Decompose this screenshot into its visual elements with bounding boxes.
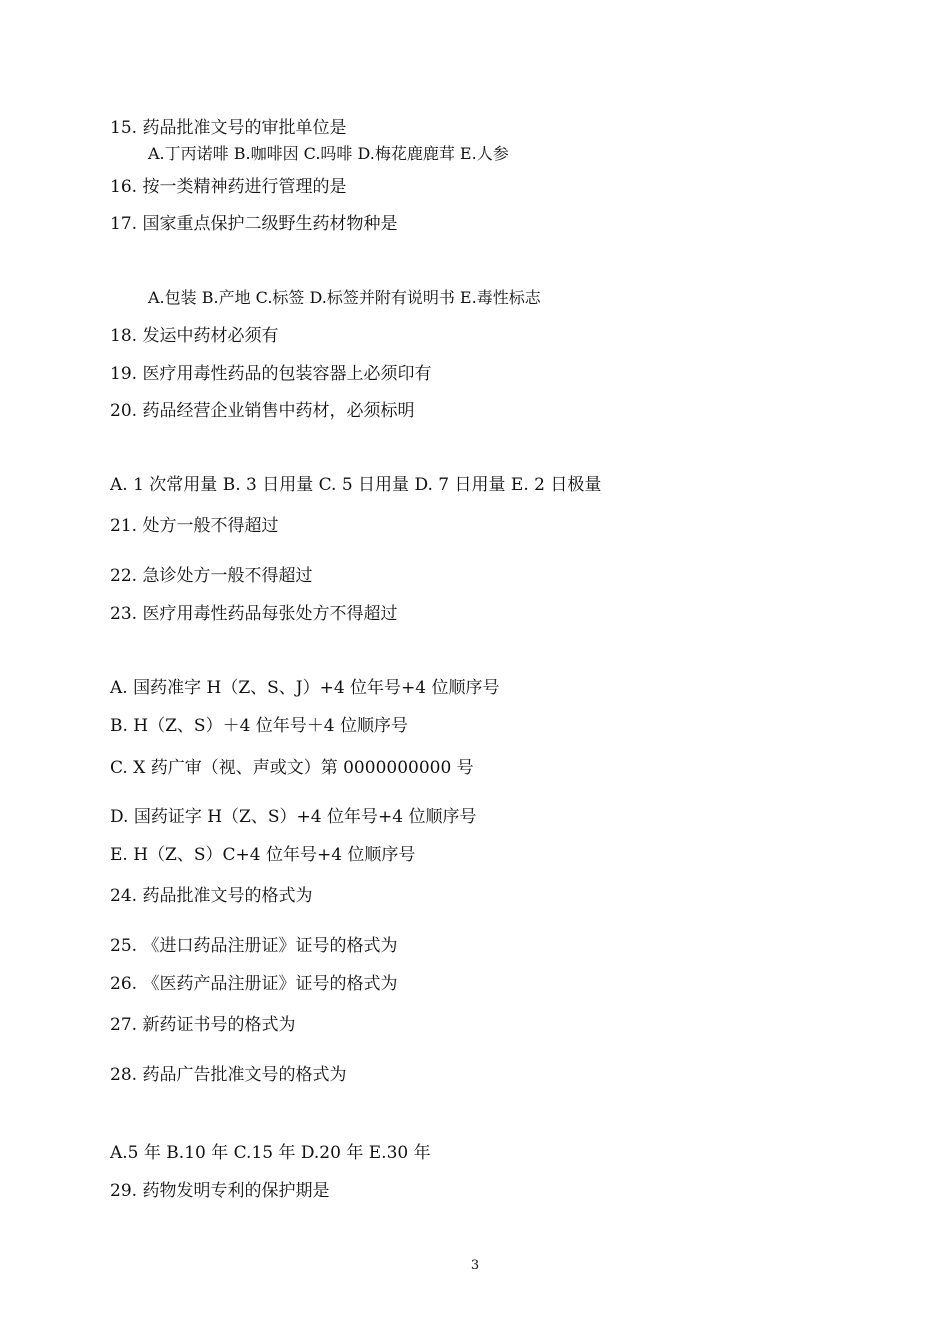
- question-28: 28. 药品广告批准文号的格式为: [110, 1065, 347, 1085]
- question-24: 24. 药品批准文号的格式为: [110, 886, 313, 906]
- question-27: 27. 新药证书号的格式为: [110, 1015, 296, 1035]
- options-15-17: A.丁丙诺啡 B.咖啡因 C.吗啡 D.梅花鹿鹿茸 E.人参: [148, 144, 509, 163]
- question-16: 16. 按一类精神药进行管理的是: [110, 177, 347, 197]
- question-20: 20. 药品经营企业销售中药材，必须标明: [110, 401, 415, 421]
- question-15: 15. 药品批准文号的审批单位是: [110, 118, 347, 138]
- question-25: 25. 《进口药品注册证》证号的格式为: [110, 936, 398, 956]
- question-18: 18. 发运中药材必须有: [110, 326, 279, 346]
- options-29: A.5 年 B.10 年 C.15 年 D.20 年 E.30 年: [110, 1143, 431, 1163]
- page-number: 3: [470, 1258, 480, 1273]
- question-17: 17. 国家重点保护二级野生药材物种是: [110, 214, 398, 234]
- option-d-24-28: D. 国药证字 H（Z、S）+4 位年号+4 位顺序号: [110, 807, 477, 827]
- question-26: 26. 《医药产品注册证》证号的格式为: [110, 974, 398, 994]
- options-18-20: A.包装 B.产地 C.标签 D.标签并附有说明书 E.毒性标志: [148, 288, 541, 307]
- question-29: 29. 药物发明专利的保护期是: [110, 1181, 330, 1201]
- option-a-24-28: A. 国药准字 H（Z、S、J）+4 位年号+4 位顺序号: [110, 678, 500, 698]
- options-21-23: A. 1 次常用量 B. 3 日用量 C. 5 日用量 D. 7 日用量 E. 2 日极量: [110, 475, 602, 495]
- option-e-24-28: E. H（Z、S）C+4 位年号+4 位顺序号: [110, 845, 416, 865]
- question-19: 19. 医疗用毒性药品的包装容器上必须印有: [110, 364, 432, 384]
- question-23: 23. 医疗用毒性药品每张处方不得超过: [110, 604, 398, 624]
- option-b-24-28: B. H（Z、S）＋4 位年号＋4 位顺序号: [110, 716, 409, 736]
- question-21: 21. 处方一般不得超过: [110, 516, 279, 536]
- question-22: 22. 急诊处方一般不得超过: [110, 566, 313, 586]
- option-c-24-28: C. X 药广审（视、声或文）第 0000000000 号: [110, 758, 474, 778]
